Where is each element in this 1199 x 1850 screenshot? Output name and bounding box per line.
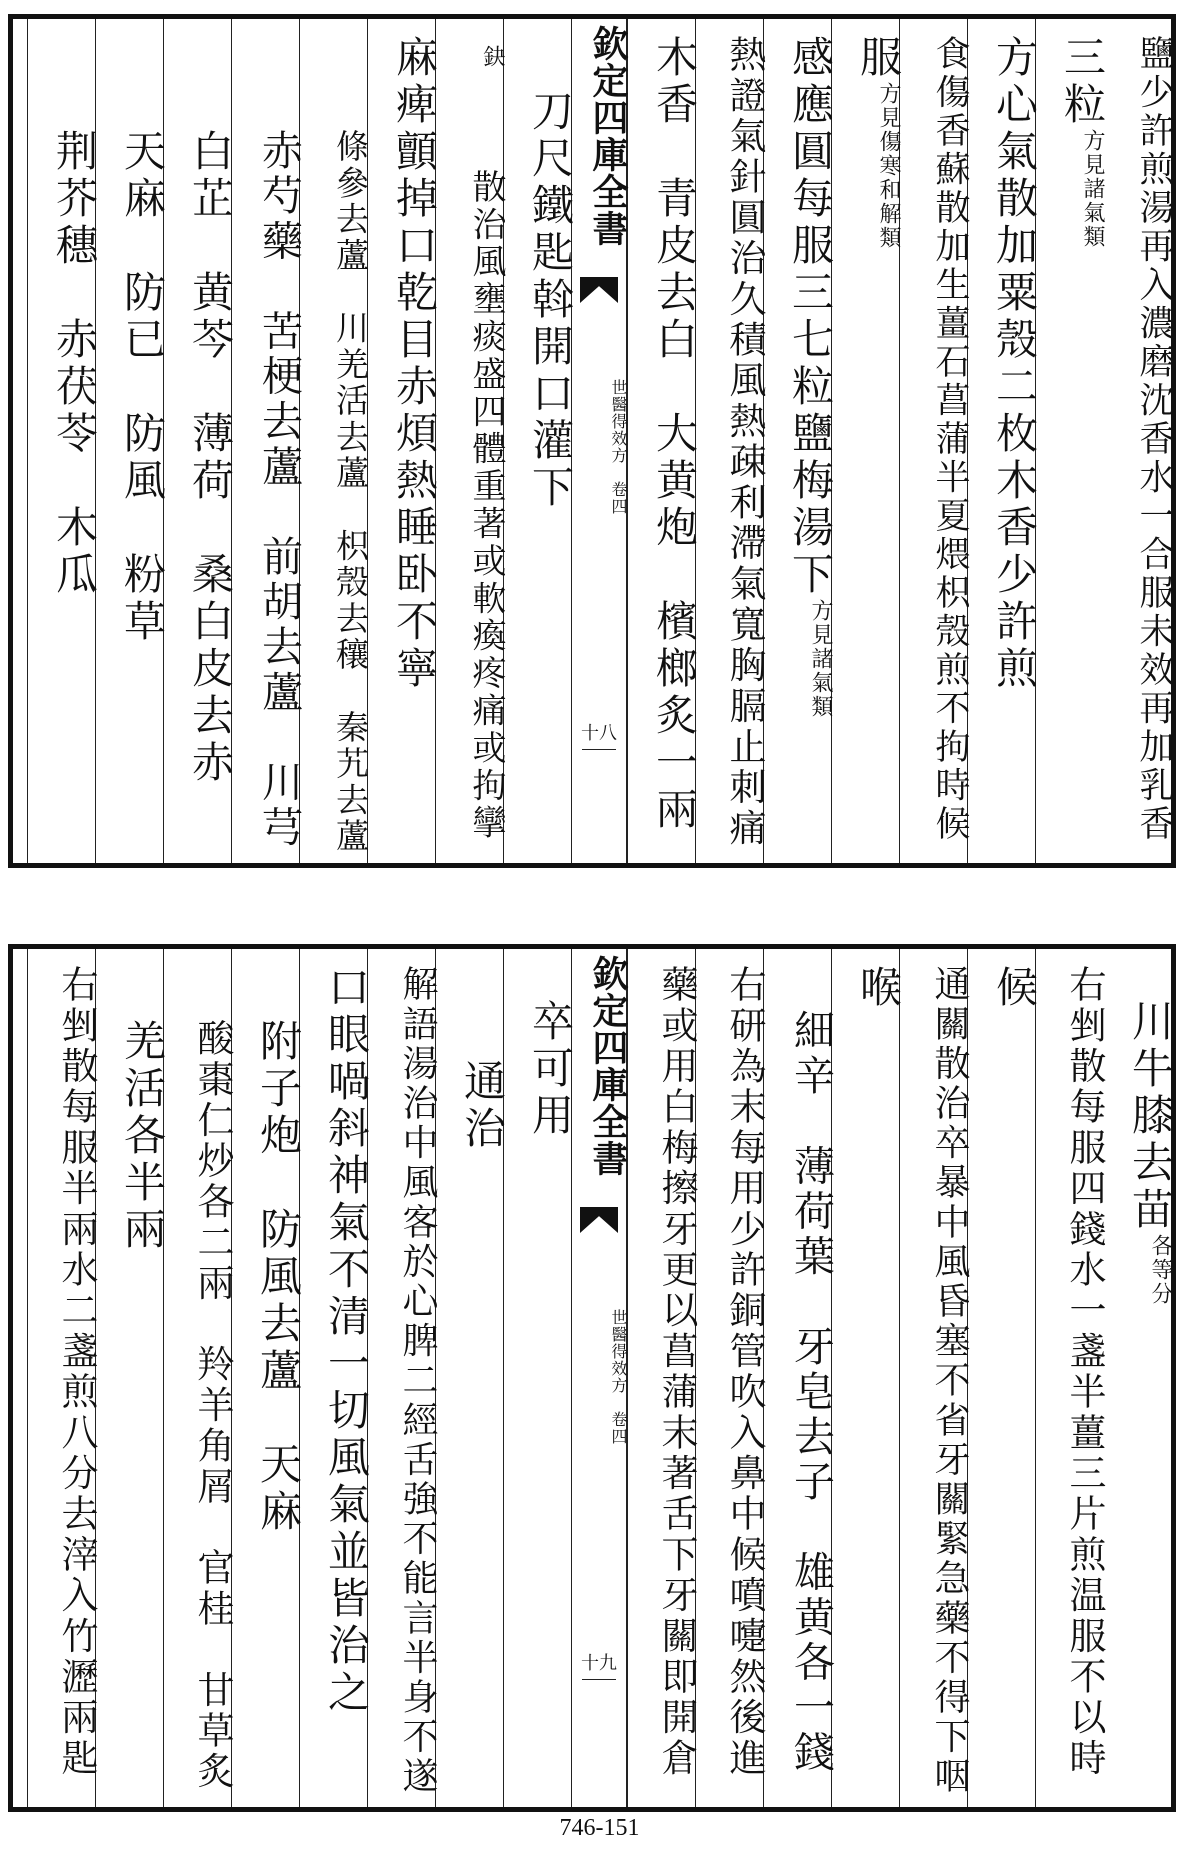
text-column <box>899 19 970 863</box>
fishtail-mark <box>580 1207 618 1233</box>
text-column <box>695 949 766 1807</box>
column-text: 右研為末每用少許銅管吹入鼻中候噴嚏然後進 <box>723 965 766 1779</box>
column-text: 白芷 黄芩 薄荷 桑白皮去赤 <box>186 129 235 787</box>
column-main: 川牛膝去苗 <box>1126 999 1175 1234</box>
column-text: 藥或用白梅擦牙更以菖蒲末著舌下牙關即開倉 <box>655 965 698 1779</box>
column-text: 熱證氣針圓治久積風熱疎利滯氣寬胸膈止刺痛 <box>723 35 766 849</box>
column-main: 服 <box>854 35 903 82</box>
text-column <box>831 19 903 863</box>
column-text: 赤芍藥 苦梗去蘆 前胡去蘆 川芎 <box>255 129 303 851</box>
text-column <box>163 949 234 1807</box>
text-column <box>503 19 575 863</box>
text-column <box>967 949 1039 1807</box>
top-page <box>8 14 1176 868</box>
column-text: 鹽少許煎湯再入濃磨沈香水一合服未效再加乳香 <box>1134 35 1174 844</box>
column-text: 荆芥穗 赤茯苓 木瓜 <box>50 129 99 599</box>
text-column <box>231 19 303 863</box>
text-column <box>899 949 970 1807</box>
band-rule <box>582 749 616 750</box>
text-column <box>763 19 835 863</box>
text-column <box>1035 949 1106 1807</box>
column-main: 感應圓每服三七粒鹽梅湯下 <box>786 35 835 599</box>
column-text: 附子炮 防風去蘆 天麻 <box>254 1019 303 1536</box>
text-column <box>27 949 98 1807</box>
text-column <box>95 949 167 1807</box>
text-column <box>367 949 438 1807</box>
fishtail-mark <box>580 277 618 303</box>
column-text: 喉 <box>854 965 903 1012</box>
column-text: 散治風壅痰盛四體重著或軟瘓疼痛或拘攣 <box>466 169 506 843</box>
folio-number: 十九 <box>581 1653 617 1674</box>
column-text: 酸棗仁炒各二兩 羚羊角屑 官桂 甘草炙 <box>191 1019 234 1793</box>
column-text: 天麻 防已 防風 粉草 <box>118 129 167 646</box>
corner-mark: 鈌 <box>480 45 505 69</box>
text-column <box>163 19 235 863</box>
text-column <box>967 19 1039 863</box>
column-text: 木香 青皮去白 大黄炮 檳榔炙一兩 <box>650 35 699 834</box>
column-main: 三粒 <box>1058 35 1107 129</box>
column-text: 解語湯治中風客於心脾二經舌強不能言半身不遂 <box>397 965 438 1797</box>
column-text <box>832 35 903 250</box>
bottom-page <box>8 944 1176 1812</box>
center-band <box>571 949 627 1807</box>
text-column <box>627 19 699 863</box>
text-column <box>1103 949 1175 1807</box>
column-text: 口眼喎斜神氣不清一切風氣並皆治之 <box>322 965 371 1717</box>
column-note: 方見傷寒和解類 <box>876 82 901 250</box>
column-text <box>1103 999 1175 1306</box>
text-column <box>95 19 167 863</box>
text-column <box>299 949 371 1807</box>
column-note: 各等分 <box>1148 1234 1173 1306</box>
column-text: 卒可用 <box>526 999 575 1140</box>
column-text: 食傷香蘇散加生薑石菖蒲半夏煨枳殼煎不拘時候 <box>930 35 970 844</box>
column-text: 通治 <box>458 1059 507 1153</box>
center-band <box>571 19 627 863</box>
text-column <box>627 949 698 1807</box>
column-text: 通關散治卒暴中風昏塞不省牙關緊急藥不得下咽 <box>929 965 970 1797</box>
text-column <box>435 19 506 863</box>
text-column <box>831 949 903 1807</box>
column-text <box>1036 35 1107 249</box>
column-text: 羌活各半兩 <box>118 1019 167 1254</box>
column-note: 方見諸氣類 <box>1080 129 1105 249</box>
text-column <box>763 949 835 1807</box>
column-text: 條參去蘆 川羌活去蘆 枳殼去穰 秦艽去蘆 <box>331 129 370 855</box>
column-text: 方心氣散加粟殼二枚木香少許煎 <box>990 35 1039 693</box>
band-title: 欽定四庫全書 <box>587 955 629 1177</box>
text-column <box>231 949 303 1807</box>
page-number: 746-151 <box>559 1815 640 1841</box>
column-text: 刀尺鐵匙斡開口灌下 <box>526 89 575 512</box>
band-info: 世醫得效方 卷四 <box>609 379 628 515</box>
text-column <box>503 949 575 1807</box>
text-column <box>695 19 766 863</box>
column-text: 右剉散每服半兩水二盞煎八分去滓入竹瀝兩匙 <box>55 965 98 1779</box>
text-column <box>1035 19 1107 863</box>
text-column <box>1103 19 1174 863</box>
column-text <box>764 35 835 719</box>
column-text: 麻痺顫掉口乾目赤煩熱睡卧不寧 <box>390 35 439 693</box>
band-info: 世醫得效方 卷四 <box>609 1309 628 1445</box>
column-text: 細辛 薄荷葉 牙皂去子 雄黄各一錢 <box>787 1009 835 1776</box>
column-text: 右剉散每服四錢水一盞半薑三片煎温服不以時 <box>1063 965 1106 1779</box>
folio-number: 十八 <box>581 723 617 744</box>
band-title: 欽定四庫全書 <box>587 25 629 247</box>
band-rule <box>582 1679 616 1680</box>
text-column <box>435 949 507 1807</box>
column-text: 候 <box>990 965 1039 1012</box>
column-note: 方見諸氣類 <box>808 599 833 719</box>
text-column <box>299 19 370 863</box>
text-column <box>367 19 439 863</box>
text-column <box>27 19 99 863</box>
